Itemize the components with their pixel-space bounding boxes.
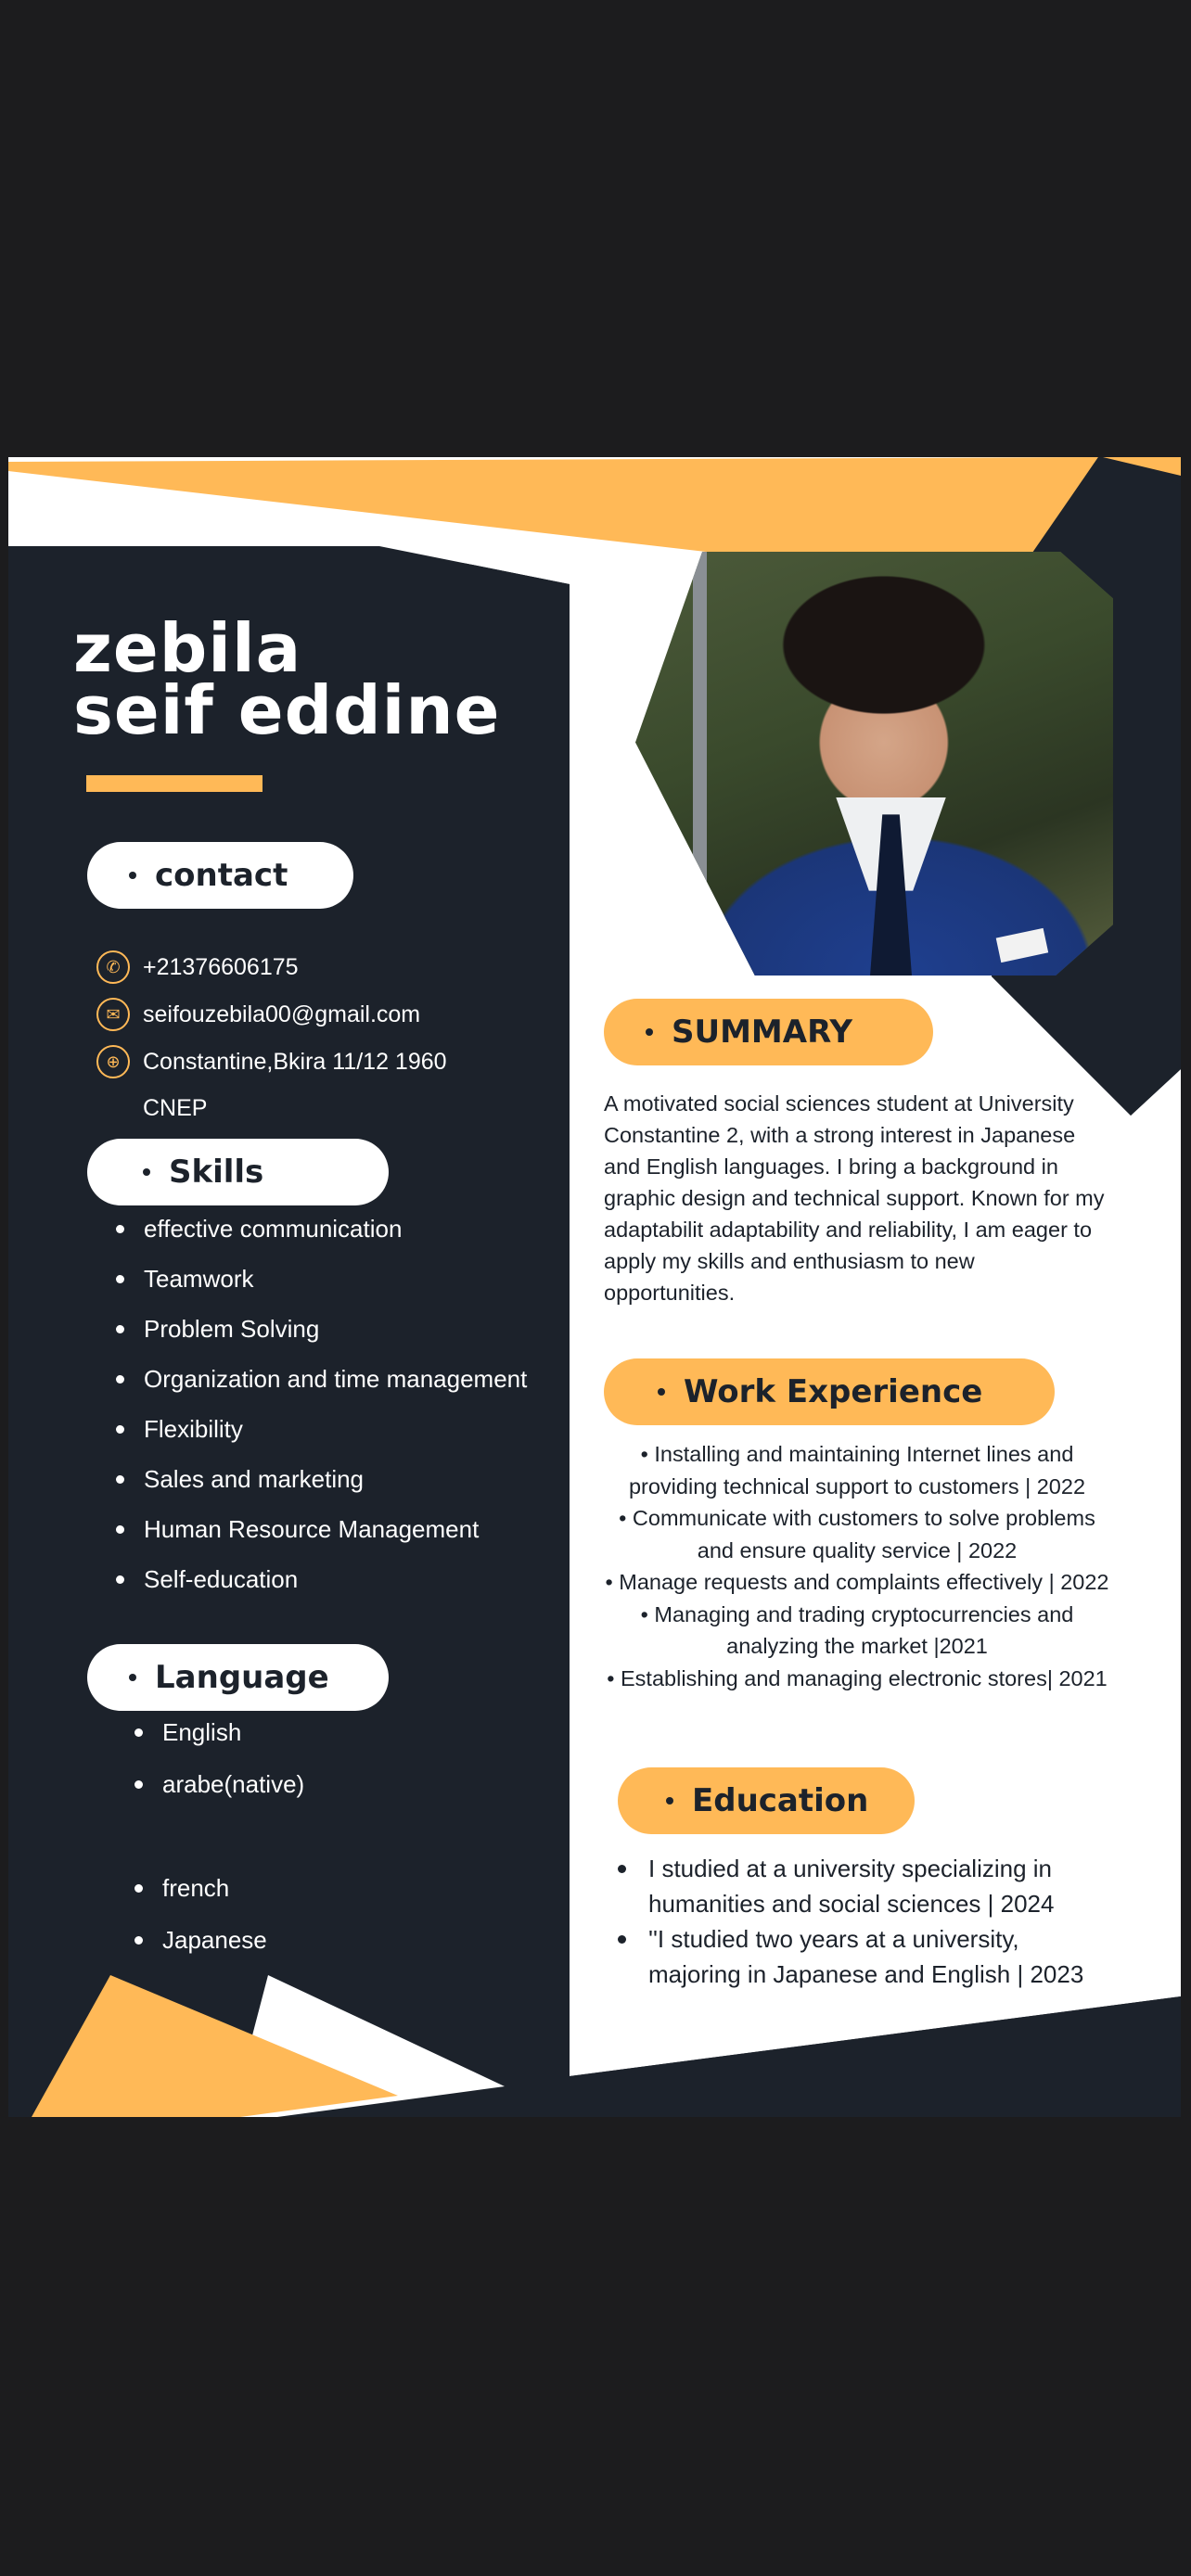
education-list — [614, 1851, 1115, 1992]
contact-email[interactable] — [96, 996, 420, 1033]
name-last: seif eddine — [73, 671, 501, 749]
summary-title: SUMMARY — [672, 1014, 853, 1051]
list-item: Teamwork — [111, 1260, 527, 1310]
list-item: ''I studied two years at a university, majoring in Japanese and English | 2023 — [614, 1921, 1115, 1992]
list-item: Japanese — [130, 1921, 304, 1973]
list-item: french — [130, 1869, 304, 1921]
list-item: • Establishing and managing electronic stores| 2021 — [607, 1665, 1108, 1690]
name-underline-bar — [86, 775, 263, 792]
contact-address — [96, 1043, 447, 1080]
work-list — [602, 1438, 1112, 1694]
list-item: Human Resource Management — [111, 1511, 527, 1561]
heading-bullet-icon — [646, 1028, 653, 1036]
language-heading — [87, 1644, 389, 1711]
list-item: • Manage requests and complaints effectively | 2022 — [605, 1570, 1109, 1594]
list-item: English — [130, 1714, 304, 1766]
language-title: Language — [155, 1659, 329, 1696]
list-item: Problem Solving — [111, 1310, 527, 1360]
list-item: Organization and time management — [111, 1360, 527, 1410]
list-item: • Installing and maintaining Internet lines and providing technical support to customers | 2022 — [628, 1442, 1086, 1498]
list-item: I studied at a university specializing in humanities and social sciences | 2024 — [614, 1851, 1115, 1921]
list-item: effective communication — [111, 1210, 527, 1260]
language-list — [130, 1714, 304, 1973]
education-title: Education — [692, 1782, 869, 1819]
photo-pocket-square — [996, 928, 1048, 963]
work-title: Work Experience — [684, 1373, 983, 1410]
phone-icon: ✆ — [96, 950, 130, 984]
list-item: • Managing and trading cryptocurrencies and analyzing the market |2021 — [640, 1601, 1074, 1658]
heading-bullet-icon — [658, 1388, 665, 1396]
skills-heading — [87, 1139, 389, 1205]
contact-extra: CNEP — [143, 1095, 208, 1121]
skills-list — [111, 1210, 527, 1611]
contact-title: contact — [155, 857, 288, 894]
resume-card — [8, 457, 1181, 2117]
email-text: seifouzebila00@gmail.com — [143, 1001, 421, 1027]
list-item: Self-education — [111, 1561, 527, 1611]
heading-bullet-icon — [129, 872, 136, 879]
education-heading — [618, 1767, 915, 1834]
summary-heading — [604, 999, 933, 1065]
heading-bullet-icon — [666, 1797, 673, 1804]
globe-icon: ⊕ — [96, 1045, 130, 1078]
heading-bullet-icon — [143, 1168, 150, 1176]
address-text: Constantine,Bkira 11/12 1960 — [143, 1048, 447, 1075]
list-item: Sales and marketing — [111, 1460, 527, 1511]
list-item: arabe(native) — [130, 1766, 304, 1869]
list-item: • Communicate with customers to solve problems and ensure quality service | 2022 — [619, 1506, 1095, 1562]
heading-bullet-icon — [129, 1674, 136, 1681]
work-heading — [604, 1358, 1055, 1425]
mail-icon: ✉ — [96, 998, 130, 1031]
phone-text: +21376606175 — [143, 953, 299, 980]
name-first: zebila — [73, 609, 302, 687]
list-item: Flexibility — [111, 1410, 527, 1460]
summary-text: A motivated social sciences student at University Constantine 2, with a strong interest in Japanese and English languages. I bring a background in graphic design and technical support. Known for my adaptabilit adaptability and reliability, I am eager to apply my skills and enthusiasm to new opportunities. — [604, 1091, 1105, 1305]
contact-phone[interactable] — [96, 949, 299, 986]
contact-heading — [87, 842, 353, 909]
skills-title: Skills — [169, 1154, 264, 1191]
